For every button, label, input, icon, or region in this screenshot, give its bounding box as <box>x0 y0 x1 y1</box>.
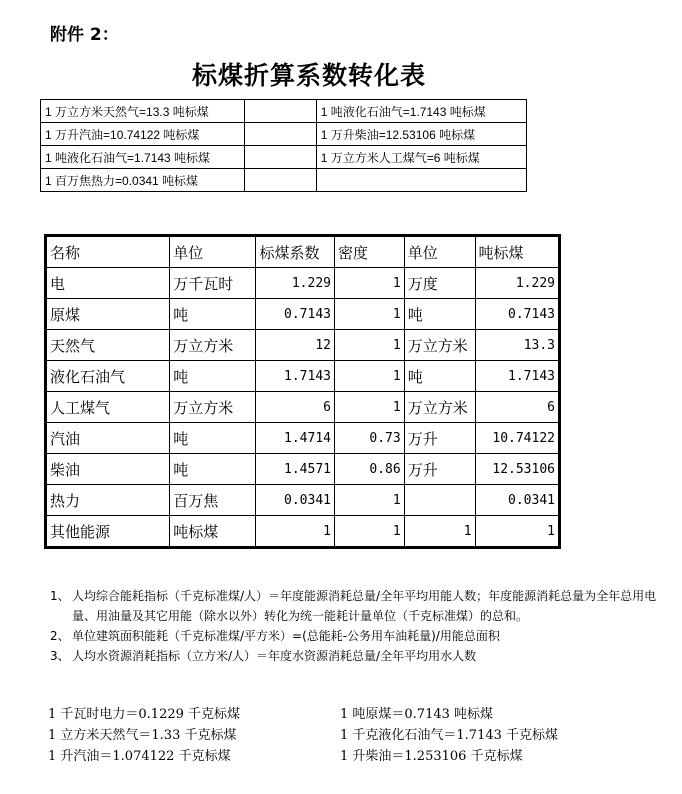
header-cell: 名称 <box>46 236 170 268</box>
unit2-cell: 1 <box>404 516 475 548</box>
conversion-row <box>41 169 527 192</box>
name-cell: 液化石油气 <box>46 361 170 392</box>
unit2-cell: 万度 <box>404 268 475 299</box>
name-cell: 原煤 <box>46 299 170 330</box>
conversion-cell <box>245 100 316 123</box>
tce-cell: 13.3 <box>475 330 559 361</box>
coefficient-cell: 1 <box>256 516 335 548</box>
note-number: 3、 <box>50 649 70 663</box>
header-cell: 吨标煤 <box>475 236 559 268</box>
density-cell: 0.86 <box>335 454 405 485</box>
conversion-row <box>41 146 527 169</box>
page-title: 标煤折算系数转化表 <box>191 61 426 90</box>
conversion-row <box>41 123 527 146</box>
table-row <box>46 268 560 299</box>
unit-cell: 万千瓦时 <box>170 268 256 299</box>
coefficient-header-row <box>46 236 560 268</box>
density-cell: 1 <box>335 516 405 548</box>
name-cell: 热力 <box>46 485 170 516</box>
conversion-cell: 1 吨液化石油气=1.7143 吨标煤 <box>316 100 526 123</box>
density-cell: 1 <box>335 299 405 330</box>
density-cell: 1 <box>335 485 405 516</box>
unit2-cell: 万升 <box>404 454 475 485</box>
unit-cell: 吨 <box>170 299 256 330</box>
unit-cell: 吨标煤 <box>170 516 256 548</box>
name-cell: 电 <box>46 268 170 299</box>
header-cell: 密度 <box>335 236 405 268</box>
table-row <box>46 361 560 392</box>
equivalences-right <box>340 704 558 767</box>
conversion-table <box>40 99 527 192</box>
note-number: 2、 <box>50 629 70 643</box>
conversion-cell: 1 万升汽油=10.74122 吨标煤 <box>41 123 245 146</box>
coefficient-table <box>44 234 561 549</box>
conversion-cell: 1 吨液化石油气=1.7143 吨标煤 <box>41 146 245 169</box>
header-cell: 标煤系数 <box>256 236 335 268</box>
density-cell: 0.73 <box>335 423 405 454</box>
tce-cell: 1.7143 <box>475 361 559 392</box>
density-cell: 1 <box>335 392 405 423</box>
conversion-cell: 1 万升柴油=12.53106 吨标煤 <box>316 123 526 146</box>
name-cell: 其他能源 <box>46 516 170 548</box>
note-number: 1、 <box>50 589 70 603</box>
equivalence-line: 1 千瓦时电力＝0.1229 千克标煤 <box>48 707 241 722</box>
unit-cell: 万立方米 <box>170 392 256 423</box>
density-cell: 1 <box>335 361 405 392</box>
equivalence-line: 1 吨原煤＝0.7143 吨标煤 <box>340 707 494 722</box>
table-row <box>46 454 560 485</box>
conversion-cell <box>245 123 316 146</box>
tce-cell: 6 <box>475 392 559 423</box>
note-item <box>50 586 670 626</box>
note-text: 单位建筑面积能耗（千克标准煤/平方米）=(总能耗-公务用车油耗量)/用能总面积 <box>72 629 500 643</box>
note-item <box>50 626 670 646</box>
name-cell: 天然气 <box>46 330 170 361</box>
equivalences-left <box>48 704 240 767</box>
name-cell: 柴油 <box>46 454 170 485</box>
table-row <box>46 516 560 548</box>
note-text: 人均水资源消耗指标（立方米/人）＝年度水资源消耗总量/全年平均用水人数 <box>72 649 477 663</box>
name-cell: 人工煤气 <box>46 392 170 423</box>
unit2-cell: 吨 <box>404 299 475 330</box>
conversion-cell: 1 万立方米人工煤气=6 吨标煤 <box>316 146 526 169</box>
unit-cell: 吨 <box>170 454 256 485</box>
note-item <box>50 646 670 666</box>
unit-cell: 万立方米 <box>170 330 256 361</box>
name-cell: 汽油 <box>46 423 170 454</box>
equivalence-line: 1 千克液化石油气＝1.7143 千克标煤 <box>340 728 559 743</box>
table-row <box>46 330 560 361</box>
equivalence-line: 1 立方米天然气＝1.33 千克标煤 <box>48 728 237 743</box>
coefficient-cell: 6 <box>256 392 335 423</box>
density-cell: 1 <box>335 268 405 299</box>
tce-cell: 10.74122 <box>475 423 559 454</box>
coefficient-cell: 0.0341 <box>256 485 335 516</box>
header-cell: 单位 <box>404 236 475 268</box>
conversion-cell: 1 万立方米天然气=13.3 吨标煤 <box>41 100 245 123</box>
conversion-cell <box>245 169 316 192</box>
coefficient-cell: 0.7143 <box>256 299 335 330</box>
equivalence-line: 1 升柴油＝1.253106 千克标煤 <box>340 749 523 764</box>
tce-cell: 1.229 <box>475 268 559 299</box>
coefficient-cell: 1.4714 <box>256 423 335 454</box>
unit2-cell: 吨 <box>404 361 475 392</box>
coefficient-cell: 12 <box>256 330 335 361</box>
note-text: 人均综合能耗指标（千克标准煤/人）＝年度能源消耗总量/全年平均用能人数；年度能源消耗总量为全年总用电量、用油量及其它用能（除水以外）转化为统一能耗计量单位（千克标准煤）的总和。 <box>72 589 657 623</box>
table-row <box>46 423 560 454</box>
unit2-cell: 万立方米 <box>404 392 475 423</box>
unit2-cell: 万立方米 <box>404 330 475 361</box>
unit-cell: 吨 <box>170 423 256 454</box>
conversion-cell <box>245 146 316 169</box>
tce-cell: 0.0341 <box>475 485 559 516</box>
coefficient-cell: 1.7143 <box>256 361 335 392</box>
table-row <box>46 299 560 330</box>
attachment-label: 附件 2： <box>50 25 119 45</box>
tce-cell: 1 <box>475 516 559 548</box>
table-row <box>46 485 560 516</box>
coefficient-cell: 1.4571 <box>256 454 335 485</box>
tce-cell: 12.53106 <box>475 454 559 485</box>
conversion-cell: 1 百万焦热力=0.0341 吨标煤 <box>41 169 245 192</box>
coefficient-cell: 1.229 <box>256 268 335 299</box>
conversion-cell <box>316 169 526 192</box>
equivalence-line: 1 升汽油＝1.074122 千克标煤 <box>48 749 231 764</box>
header-cell: 单位 <box>170 236 256 268</box>
unit-cell: 吨 <box>170 361 256 392</box>
conversion-row <box>41 100 527 123</box>
tce-cell: 0.7143 <box>475 299 559 330</box>
unit2-cell: 万升 <box>404 423 475 454</box>
table-row <box>46 392 560 423</box>
density-cell: 1 <box>335 330 405 361</box>
notes-section <box>50 586 670 666</box>
unit2-cell <box>404 485 475 516</box>
unit-cell: 百万焦 <box>170 485 256 516</box>
